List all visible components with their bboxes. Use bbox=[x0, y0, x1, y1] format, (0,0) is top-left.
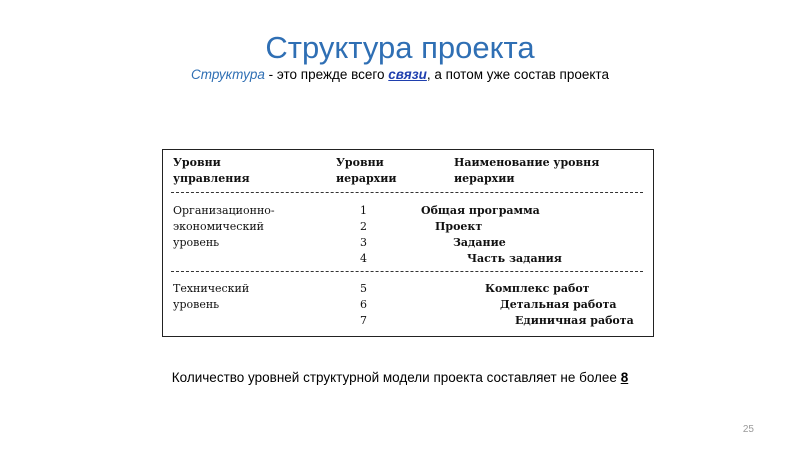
header-hierarchy-levels-line1: Уровни bbox=[336, 156, 384, 169]
slide-title: Структура проекта bbox=[265, 30, 535, 65]
group2-label-line1: Технический bbox=[173, 282, 250, 295]
group-divider bbox=[171, 271, 643, 272]
group1-label-line2: экономический bbox=[173, 220, 264, 233]
footer-statement bbox=[0, 370, 800, 385]
row-7-name: Единичная работа bbox=[515, 314, 634, 327]
footer-statement-text: Количество уровней структурной модели проекта составляет не более bbox=[171, 370, 621, 385]
slide-subtitle bbox=[0, 67, 800, 82]
header-hierarchy-levels-line2: иерархии bbox=[336, 172, 397, 185]
row-1-name: Общая программа bbox=[421, 204, 540, 217]
group2-label-line2: уровень bbox=[173, 298, 220, 311]
row-1-number: 1 bbox=[360, 204, 367, 217]
row-4-number: 4 bbox=[360, 252, 367, 265]
row-7-number: 7 bbox=[360, 314, 367, 327]
subtitle-link-svyazi[interactable]: связи bbox=[388, 67, 427, 82]
subtitle-middle: - это прежде всего bbox=[264, 67, 389, 82]
header-control-levels-line1: Уровни bbox=[173, 156, 221, 169]
row-3-number: 3 bbox=[360, 236, 367, 249]
header-level-name-line1: Наименование уровня bbox=[454, 156, 600, 169]
subtitle-tail: , а потом уже состав проекта bbox=[426, 67, 609, 82]
row-5-name: Комплекс работ bbox=[485, 282, 590, 295]
hierarchy-table bbox=[162, 149, 654, 337]
row-6-number: 6 bbox=[360, 298, 367, 311]
row-2-number: 2 bbox=[360, 220, 367, 233]
row-6-name: Детальная работа bbox=[500, 298, 617, 311]
footer-statement-number: 8 bbox=[620, 370, 629, 385]
page-number: 25 bbox=[742, 424, 754, 435]
row-3-name: Задание bbox=[453, 236, 506, 249]
subtitle-term: Структура bbox=[191, 67, 265, 82]
header-level-name-line2: иерархии bbox=[454, 172, 515, 185]
row-5-number: 5 bbox=[360, 282, 367, 295]
header-control-levels-line2: управления bbox=[173, 172, 250, 185]
row-2-name: Проект bbox=[435, 220, 483, 233]
header-divider bbox=[171, 192, 643, 193]
row-4-name: Часть задания bbox=[467, 252, 562, 265]
group1-label-line1: Организационно- bbox=[173, 204, 275, 217]
group1-label-line3: уровень bbox=[173, 236, 220, 249]
